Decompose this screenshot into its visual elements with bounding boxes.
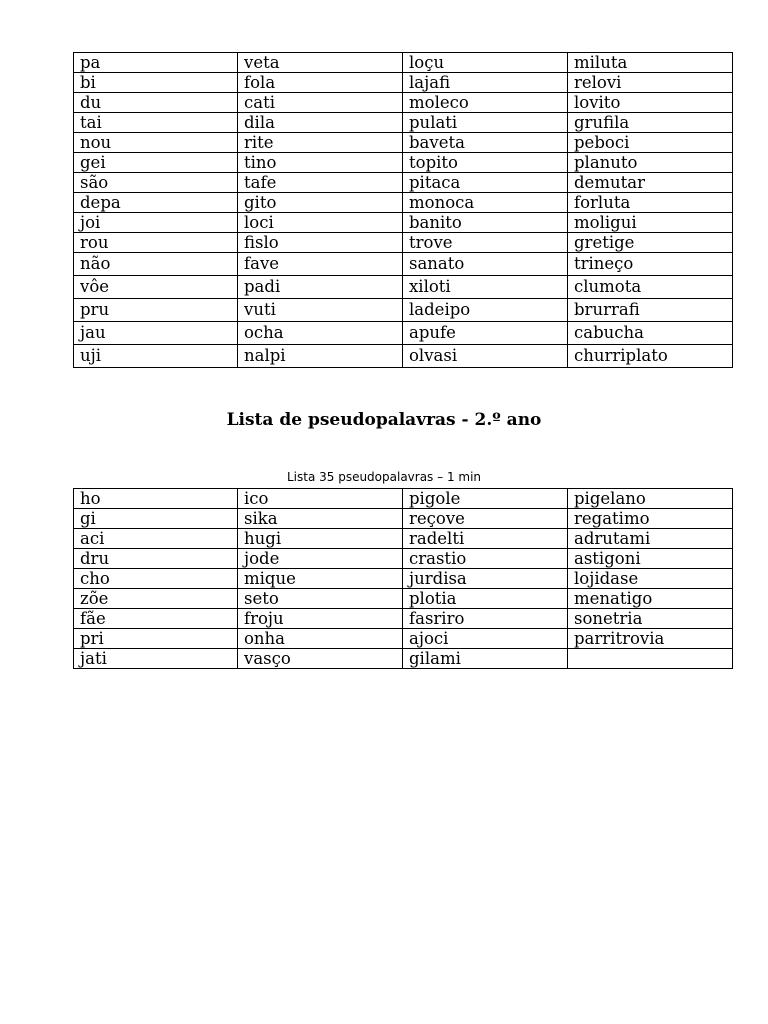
table-cell: astigoni bbox=[568, 549, 733, 569]
table-cell: ico bbox=[238, 489, 403, 509]
table-cell: trineço bbox=[568, 253, 733, 276]
table-cell: vôe bbox=[74, 276, 238, 299]
table-cell: vasço bbox=[238, 649, 403, 669]
table-cell: pigole bbox=[403, 489, 568, 509]
table-cell: planuto bbox=[568, 153, 733, 173]
pseudoword-table-2 bbox=[73, 488, 733, 669]
table-row bbox=[74, 299, 733, 322]
table-row bbox=[74, 322, 733, 345]
table-cell: loçu bbox=[403, 53, 568, 73]
table-cell: xiloti bbox=[403, 276, 568, 299]
table-cell: nalpi bbox=[238, 345, 403, 368]
table-cell: relovi bbox=[568, 73, 733, 93]
table-cell: jau bbox=[74, 322, 238, 345]
table-row bbox=[74, 53, 733, 73]
table-cell: dila bbox=[238, 113, 403, 133]
table-cell: tafe bbox=[238, 173, 403, 193]
table-cell: joi bbox=[74, 213, 238, 233]
table-cell: sonetria bbox=[568, 609, 733, 629]
table-cell: rou bbox=[74, 233, 238, 253]
table-cell: hugi bbox=[238, 529, 403, 549]
table-cell: lajafi bbox=[403, 73, 568, 93]
table-cell bbox=[568, 649, 733, 669]
list-caption: Lista 35 pseudopalavras – 1 min bbox=[286, 470, 482, 484]
table-body bbox=[74, 53, 733, 368]
table-cell: topito bbox=[403, 153, 568, 173]
table-row bbox=[74, 489, 733, 509]
table-cell: tai bbox=[74, 113, 238, 133]
table-cell: brurrafi bbox=[568, 299, 733, 322]
table-cell: uji bbox=[74, 345, 238, 368]
table-cell: lovito bbox=[568, 93, 733, 113]
table-cell: cho bbox=[74, 569, 238, 589]
table-cell: tino bbox=[238, 153, 403, 173]
table-cell: regatimo bbox=[568, 509, 733, 529]
table-row bbox=[74, 73, 733, 93]
table-cell: ocha bbox=[238, 322, 403, 345]
table-cell: gilami bbox=[403, 649, 568, 669]
table-cell: demutar bbox=[568, 173, 733, 193]
table-cell: moligui bbox=[568, 213, 733, 233]
table-cell: loci bbox=[238, 213, 403, 233]
table-row bbox=[74, 589, 733, 609]
table-cell: crastio bbox=[403, 549, 568, 569]
table-cell: bi bbox=[74, 73, 238, 93]
table-cell: jode bbox=[238, 549, 403, 569]
table-cell: fasriro bbox=[403, 609, 568, 629]
table-row bbox=[74, 153, 733, 173]
table-cell: plotia bbox=[403, 589, 568, 609]
table-cell: pigelano bbox=[568, 489, 733, 509]
table-cell: padi bbox=[238, 276, 403, 299]
table-cell: veta bbox=[238, 53, 403, 73]
table-cell: sika bbox=[238, 509, 403, 529]
table-row bbox=[74, 193, 733, 213]
table-row bbox=[74, 629, 733, 649]
table-cell: churriplato bbox=[568, 345, 733, 368]
table-cell: pru bbox=[74, 299, 238, 322]
table-cell: forluta bbox=[568, 193, 733, 213]
table-cell: aci bbox=[74, 529, 238, 549]
table-cell: cati bbox=[238, 93, 403, 113]
table-cell: gito bbox=[238, 193, 403, 213]
table-cell: jurdisa bbox=[403, 569, 568, 589]
table-cell: miluta bbox=[568, 53, 733, 73]
page-title: Lista de pseudopalavras - 2.º ano bbox=[226, 410, 542, 430]
table-row bbox=[74, 233, 733, 253]
table-body bbox=[74, 489, 733, 669]
table-cell: gretige bbox=[568, 233, 733, 253]
table-cell: pri bbox=[74, 629, 238, 649]
table-cell: nou bbox=[74, 133, 238, 153]
table-row bbox=[74, 649, 733, 669]
table-cell: vuti bbox=[238, 299, 403, 322]
table-row bbox=[74, 609, 733, 629]
table-cell: fola bbox=[238, 73, 403, 93]
table-cell: peboci bbox=[568, 133, 733, 153]
table-cell: não bbox=[74, 253, 238, 276]
table-cell: fãe bbox=[74, 609, 238, 629]
table-cell: du bbox=[74, 93, 238, 113]
table-cell: monoca bbox=[403, 193, 568, 213]
table-cell: trove bbox=[403, 233, 568, 253]
table-row bbox=[74, 213, 733, 233]
table-row bbox=[74, 276, 733, 299]
table-row bbox=[74, 549, 733, 569]
table-cell: grufila bbox=[568, 113, 733, 133]
table-cell: radelti bbox=[403, 529, 568, 549]
table-cell: reçove bbox=[403, 509, 568, 529]
table-cell: pa bbox=[74, 53, 238, 73]
table-cell: sanato bbox=[403, 253, 568, 276]
table-row bbox=[74, 509, 733, 529]
pseudoword-table-1 bbox=[73, 52, 733, 368]
table-cell: ajoci bbox=[403, 629, 568, 649]
table-cell: baveta bbox=[403, 133, 568, 153]
table-cell: olvasi bbox=[403, 345, 568, 368]
table-cell: cabucha bbox=[568, 322, 733, 345]
table-cell: parritrovia bbox=[568, 629, 733, 649]
table-cell: gi bbox=[74, 509, 238, 529]
table-cell: são bbox=[74, 173, 238, 193]
table-cell: banito bbox=[403, 213, 568, 233]
table-row bbox=[74, 345, 733, 368]
table-cell: ho bbox=[74, 489, 238, 509]
table-cell: pulati bbox=[403, 113, 568, 133]
table-cell: ladeipo bbox=[403, 299, 568, 322]
table-cell: clumota bbox=[568, 276, 733, 299]
table-cell: onha bbox=[238, 629, 403, 649]
table-row bbox=[74, 569, 733, 589]
table-cell: rite bbox=[238, 133, 403, 153]
table-row bbox=[74, 173, 733, 193]
table-row bbox=[74, 529, 733, 549]
table-cell: pitaca bbox=[403, 173, 568, 193]
table-cell: fislo bbox=[238, 233, 403, 253]
table-cell: menatigo bbox=[568, 589, 733, 609]
table-cell: jati bbox=[74, 649, 238, 669]
table-cell: seto bbox=[238, 589, 403, 609]
table-row bbox=[74, 113, 733, 133]
table-cell: moleco bbox=[403, 93, 568, 113]
table-cell: adrutami bbox=[568, 529, 733, 549]
table-cell: fave bbox=[238, 253, 403, 276]
table-row bbox=[74, 93, 733, 113]
table-cell: depa bbox=[74, 193, 238, 213]
table-row bbox=[74, 133, 733, 153]
table-cell: apufe bbox=[403, 322, 568, 345]
table-row bbox=[74, 253, 733, 276]
table-cell: mique bbox=[238, 569, 403, 589]
table-cell: gei bbox=[74, 153, 238, 173]
table-cell: dru bbox=[74, 549, 238, 569]
table-cell: froju bbox=[238, 609, 403, 629]
table-cell: zõe bbox=[74, 589, 238, 609]
table-cell: lojidase bbox=[568, 569, 733, 589]
